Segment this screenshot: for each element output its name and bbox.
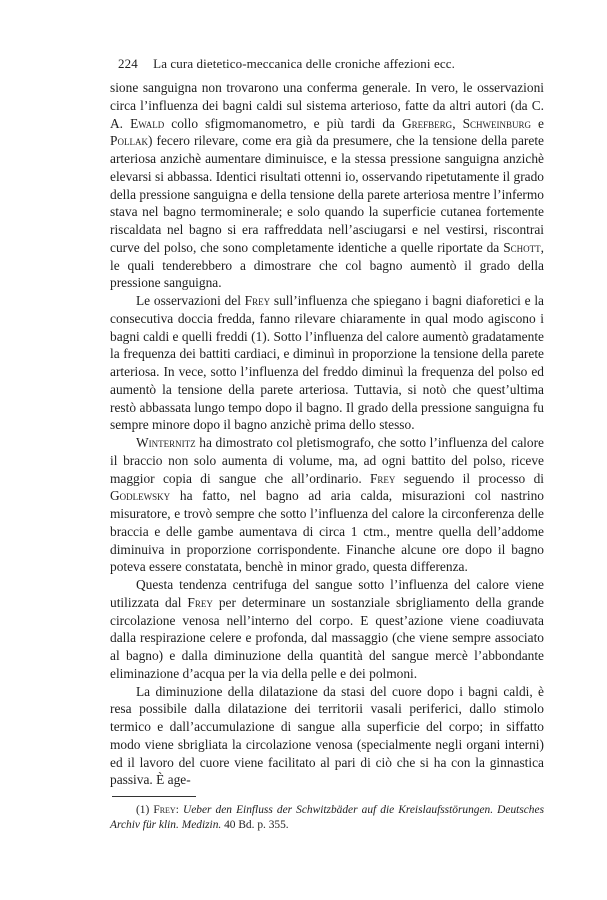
text-run: Le osservazioni del [136,293,245,308]
author-name: Schweinburg [462,115,532,131]
author-name: Frey [244,293,271,308]
text-run: seguendo il processo di [395,470,544,486]
paragraph-4 [110,576,544,683]
page-number: 224 [118,56,138,71]
author-name: Pollak [110,133,148,149]
text-run: ) fecero rilevare, come era già da presumere, che la tensione della parete arteriosa anzichè aumentare diminuisce, e la stessa pressione sanguigna anzichè elevarsi si abbassa. Identici risultati ottenni io, osservando ripetutamente il grado della pressione sanguigna e della tensione della parete arteriosa mentre l’infermo stava nel bagno termominerale; e solo quando la superficie cutanea fortemente riscaldata nel bagno si era raffreddata nell’asciugarsi e nel vestirsi, riscontrai curve del polso, che sono completamente identiche a quelle riportate da [110,133,544,255]
author-name: Ewald [130,115,165,131]
footnote-separator: : [175,804,183,816]
footnote-marker: (1) [136,804,154,816]
text-run: , [452,115,463,131]
author-name: Frey [369,470,396,486]
footnote-title: Ueber den Einfluss der Schwitzbäder auf die Kreislaufsstörungen. Deutsches Archiv für klin. Medizin. [110,804,544,831]
body-text [110,79,544,789]
text-run: ha fatto, nel bagno ad aria calda, misurazioni col nastrino misuratore, e trovò sempre che sotto l’influenza del calore la circonferenza delle braccia e delle gambe aumentava di circa 1 ctm., mentre quella dell’addome diminuiva in proporzione corrispondente. Finanche alcune ore dopo il bagno poteva essere constatata, benchè in minor grado, questa differenza. [110,488,544,575]
author-name: Godlewsky [110,488,171,504]
paragraph-1 [110,79,544,292]
footnote [110,803,544,833]
text-run: e [531,115,545,131]
author-name: Schott [503,239,541,255]
running-header [118,56,498,72]
author-name: Frey [187,594,213,610]
footnote-author: Frey [153,804,176,816]
text-run: La diminuzione della dilatazione da stasi del cuore dopo i bagni caldi, è resa possibile dalla dilatazione dei territorii vasali periferici, dallo stimolo termico e dall’accumulazione di sangue alla superficie del corpo; in siffatto modo viene sbrigliata la circolazione venosa (specialmente negli organi interni) ed il lavoro del cuore viene facilitato al pari di ciò che si ha con la ginnastica passiva. È age- [110,683,544,788]
text-run: sull’influenza che spiegano i bagni diaforetici e la consecutiva doccia fredda, fanno rilevare chiaramente in qual modo agiscono i bagni caldi e quelli freddi (1). Sotto l’influenza del calore aumentò gradatamente la frequenza dei battiti cardiaci, e diminuì in proporzione la tensione della parete arteriosa. In vece, sotto l’influenza del freddo diminuì la frequenza del polso ed aumentò la tensione della parete arteriosa. Tuttavia, si notò che quest’ultima restò abbassata lungo tempo dopo il bagno. Il grado della pressione sanguigna fu sempre minore dopo il bagno anzichè prima dello stesso. [110,293,544,433]
text-run: Questa tendenza centrifuga del sangue sotto l’influenza del calore viene utilizzata dal [110,577,544,610]
footnote-reference: 40 Bd. p. 355. [221,819,289,831]
text-run: collo sfigmomanometro, e più tardi da [164,115,402,131]
footnote-divider [112,796,196,797]
paragraph-2 [110,292,544,434]
author-name: Grefberg [402,115,453,131]
footnote-text [110,803,544,833]
text-run: per determinare un sostanziale sbrigliamento della grande circolazione venosa nell’interno del corpo. E quest’azione viene coadiuvata dalla respirazione celere e profonda, dal massaggio (che viene sempre associato al bagno) e dalla diminuzione della quantità del sangue mercè l’abbondante eliminazione d’acqua per la via della pelle e dei polmoni. [110,594,544,681]
paragraph-3 [110,434,544,576]
author-name: Winternitz [136,435,196,450]
running-title: La cura dietetico-meccanica delle croniche affezioni ecc. [153,56,455,71]
text-run: , le quali tenderebbero a dimostrare che col bagno aumentò il grado della pressione sanguigna. [110,239,544,291]
paragraph-5 [110,683,544,790]
text-run: sione sanguigna non trovarono una conferma generale. In vero, le osservazioni circa l’influenza dei bagni caldi sul sistema arterioso, fatte da altri autori (da C. A. [110,80,544,131]
text-run: ha dimostrato col pletismografo, che sotto l’influenza del calore il braccio non solo aumenta di volume, ma, ad ogni battito del polso, riceve maggior copia di sangue che all’ordinario. [110,435,544,486]
